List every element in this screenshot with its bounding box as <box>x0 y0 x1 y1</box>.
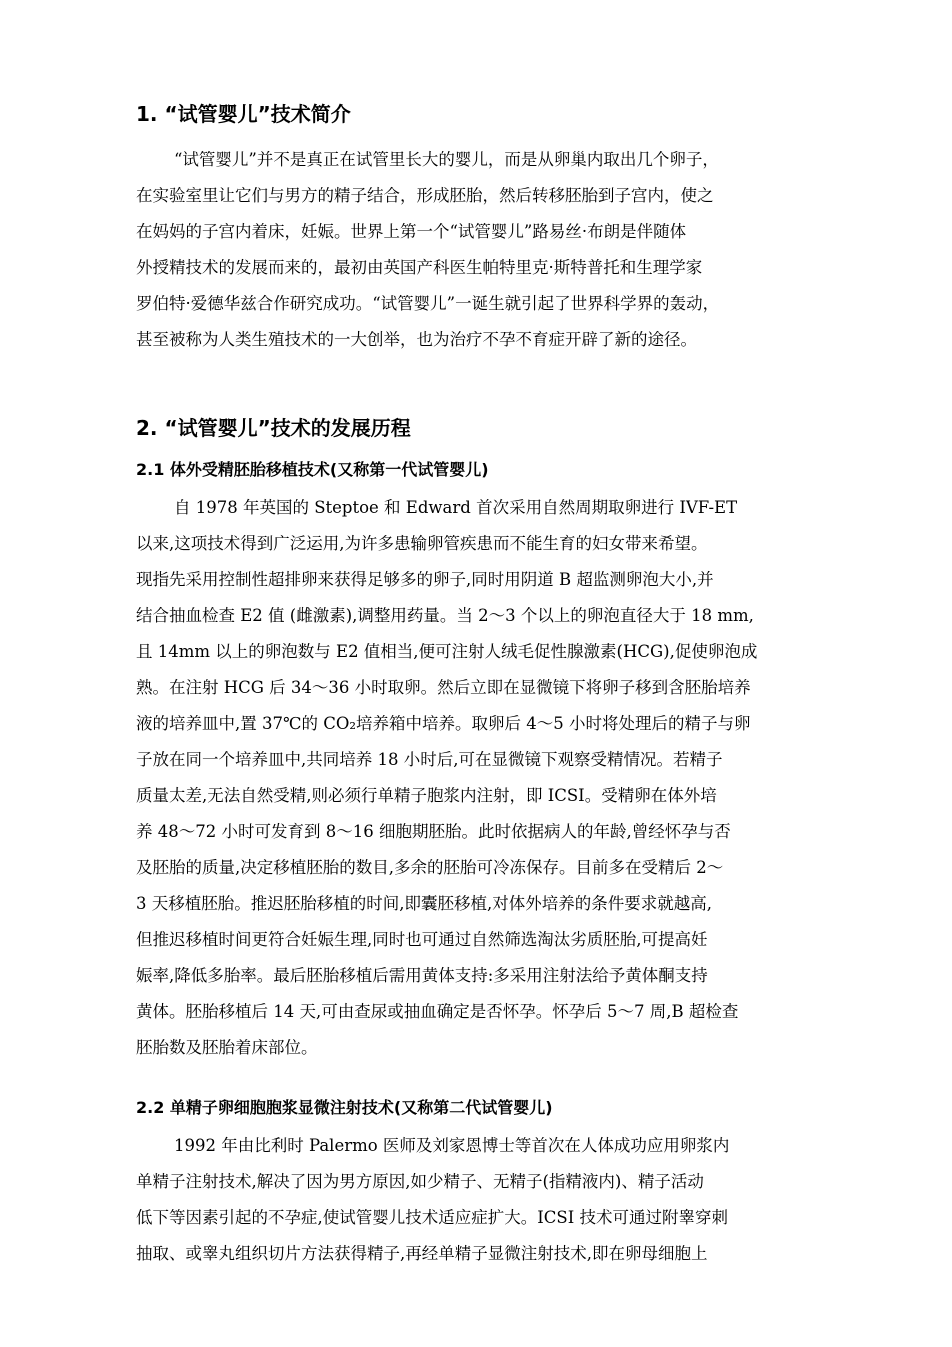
paragraph-line: 在妈妈的子宫内着床，妊娠。世界上第一个“试管婴儿”路易丝·布朗是伴随体 <box>136 222 687 241</box>
section-1-paragraph <box>136 142 816 358</box>
paragraph-line: 黄体。胚胎移植后 14 天,可由查尿或抽血确定是否怀孕。怀孕后 5～7 周,B 超检查 <box>136 1002 739 1021</box>
paragraph-line: 结合抽血检查 E2 值 (雌激素),调整用药量。当 2～3 个以上的卵泡直径大于 18 mm, <box>136 606 754 625</box>
paragraph-line: 以来,这项技术得到广泛运用,为许多患输卵管疾患而不能生育的妇女带来希望。 <box>136 534 708 553</box>
paragraph-line: 外授精技术的发展而来的，最初由英国产科医生帕特里克·斯特普托和生理学家 <box>136 258 703 277</box>
paragraph-line: 且 14mm 以上的卵泡数与 E2 值相当,便可注射人绒毛促性腺激素(HCG),促使卵泡成 <box>136 642 758 661</box>
paragraph-line: 熟。在注射 HCG 后 34～36 小时取卵。然后立即在显微镜下将卵子移到含胚胎培养 <box>136 678 751 697</box>
paragraph-line: 甚至被称为人类生殖技术的一大创举，也为治疗不孕不育症开辟了新的途径。 <box>136 330 697 349</box>
section-1-heading: 1. “试管婴儿”技术简介 <box>136 102 351 126</box>
paragraph-line: 液的培养皿中,置 37℃的 CO₂培养箱中培养。取卵后 4～5 小时将处理后的精子与卵 <box>136 714 751 733</box>
paragraph-line: 但推迟移植时间更符合妊娠生理,同时也可通过自然筛选淘汰劣质胚胎,可提高妊 <box>136 930 708 949</box>
paragraph-line: 自 1978 年英国的 Steptoe 和 Edward 首次采用自然周期取卵进行 IVF-ET <box>174 498 738 517</box>
paragraph-line: 抽取、或睾丸组织切片方法获得精子,再经单精子显微注射技术,即在卵母细胞上 <box>136 1244 708 1263</box>
section-2-2-heading: 2.2 单精子卵细胞胞浆显微注射技术(又称第二代试管婴儿) <box>136 1098 553 1117</box>
section-2-1-heading: 2.1 体外受精胚胎移植技术(又称第一代试管婴儿) <box>136 460 489 479</box>
paragraph-line: 3 天移植胚胎。推迟胚胎移植的时间,即囊胚移植,对体外培养的条件要求就越高, <box>136 894 712 913</box>
paragraph-line: 在实验室里让它们与男方的精子结合，形成胚胎，然后转移胚胎到子宫内，使之 <box>136 186 714 205</box>
section-2-1-paragraph <box>136 490 816 1066</box>
paragraph-line: 娠率,降低多胎率。最后胚胎移植后需用黄体支持:多采用注射法给予黄体酮支持 <box>136 966 708 985</box>
section-2-2-paragraph <box>136 1128 816 1272</box>
paragraph-line: 质量太差,无法自然受精,则必须行单精子胞浆内注射，即 ICSI。受精卵在体外培 <box>136 786 717 805</box>
paragraph-line: 养 48～72 小时可发育到 8～16 细胞期胚胎。此时依据病人的年龄,曾经怀孕与否 <box>136 822 731 841</box>
section-2-heading: 2. “试管婴儿”技术的发展历程 <box>136 416 411 440</box>
paragraph-line: 子放在同一个培养皿中,共同培养 18 小时后,可在显微镜下观察受精情况。若精子 <box>136 750 723 769</box>
paragraph-line: “试管婴儿”并不是真正在试管里长大的婴儿，而是从卵巢内取出几个卵子， <box>174 150 719 169</box>
paragraph-line: 低下等因素引起的不孕症,使试管婴儿技术适应症扩大。ICSI 技术可通过附睾穿刺 <box>136 1208 728 1227</box>
paragraph-line: 1992 年由比利时 Palermo 医师及刘家恩博士等首次在人体成功应用卵浆内 <box>174 1136 730 1155</box>
paragraph-line: 单精子注射技术,解决了因为男方原因,如少精子、无精子(指精液内)、精子活动 <box>136 1172 704 1191</box>
paragraph-line: 现指先采用控制性超排卵来获得足够多的卵子,同时用阴道 B 超监测卵泡大小,并 <box>136 570 714 589</box>
paragraph-line: 及胚胎的质量,决定移植胚胎的数目,多余的胚胎可冷冻保存。目前多在受精后 2～ <box>136 858 724 877</box>
paragraph-line: 胚胎数及胚胎着床部位。 <box>136 1038 318 1057</box>
paragraph-line: 罗伯特·爱德华兹合作研究成功。“试管婴儿”一诞生就引起了世界科学界的轰动， <box>136 294 720 313</box>
